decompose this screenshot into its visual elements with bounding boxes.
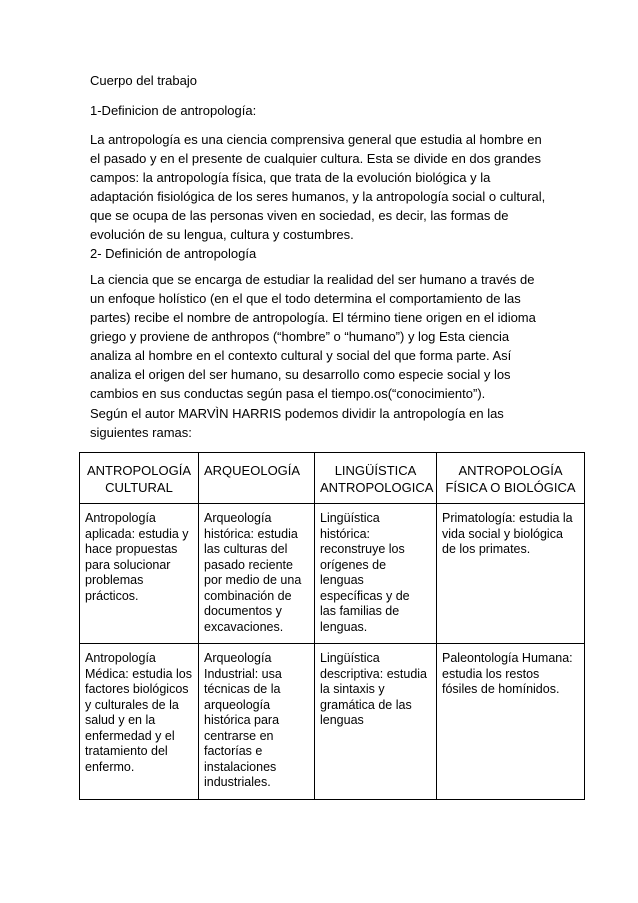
section2-line: cambios en sus conductas según pasa el tiempo.os(“conocimiento”).	[90, 386, 486, 401]
header-line: ANTROPOLOGÍA	[86, 463, 192, 478]
cell-line: y culturales de la	[85, 697, 179, 712]
heading: Cuerpo del trabajo	[90, 73, 197, 88]
cell-line: enfermo.	[85, 759, 135, 774]
cell-line: lenguas	[320, 573, 364, 587]
branches-table	[79, 452, 585, 800]
cell-line: específicas y de	[320, 588, 410, 603]
header-line: ARQUEOLOGÍA	[204, 463, 301, 478]
header-line: LINGÜÍSTICA	[334, 463, 417, 478]
cell-line: combinación de	[204, 588, 292, 603]
cell-line: Industrial: usa	[204, 666, 282, 681]
header-line: FÍSICA O BIOLÓGICA	[445, 480, 576, 495]
section1-line: adaptación fisiológica de los seres humanos, y la antropología social o cultural,	[90, 189, 546, 204]
cell-line: histórica: estudia	[204, 526, 298, 541]
cell-line: salud y en la	[85, 713, 156, 727]
cell-line: Médica: estudia los	[85, 666, 193, 681]
cell-line: documentos y	[204, 604, 282, 618]
cell-line: Antropología	[85, 511, 156, 525]
section1-line: campos: la antropología física, que trata de la evolución biológica y la	[90, 170, 491, 185]
cell-line: factorías e	[204, 744, 263, 758]
header-fisica	[437, 453, 585, 504]
header-line: ANTROPOLOGICA	[320, 480, 434, 495]
intro-line: siguientes ramas:	[90, 425, 192, 440]
header-linguistica	[315, 453, 437, 504]
cell-line: factores biológicos	[85, 682, 189, 696]
cell-line: orígenes de	[320, 557, 387, 572]
table-row	[80, 504, 585, 644]
cell-line: histórica para	[204, 713, 280, 727]
table-cell	[315, 504, 437, 644]
section1-line: que se ocupa de las personas viven en sociedad, es decir, las formas de	[90, 208, 509, 223]
cell-line: técnicas de la	[204, 682, 281, 696]
cell-line: enfermedad y el	[85, 728, 175, 743]
cell-line: lenguas	[320, 713, 364, 727]
cell-line: lenguas.	[320, 619, 368, 634]
section2-title: 2- Definición de antropología	[90, 246, 257, 261]
cell-line: las culturas del	[204, 542, 288, 556]
cell-line: las familias de	[320, 604, 400, 618]
cell-line: reconstruye los	[320, 542, 405, 556]
cell-line: industriales.	[204, 775, 271, 789]
section2-line: partes) recibe el nombre de antropología. El término tiene origen en el idioma	[90, 310, 536, 325]
cell-line: Arqueología	[204, 511, 272, 525]
header-line: CULTURAL	[105, 480, 173, 495]
section1-line: La antropología es una ciencia comprensiva general que estudia al hombre en	[90, 132, 542, 147]
table-cell	[80, 504, 199, 644]
cell-line: arqueología	[204, 697, 271, 712]
section2-line: analiza al hombre en el contexto cultural y social del que forma parte. Así	[90, 348, 512, 363]
cell-line: aplicada: estudia y	[85, 526, 189, 541]
cell-line: prácticos.	[85, 588, 139, 603]
cell-line: problemas	[85, 573, 144, 587]
section2-line: analiza el origen del ser humano, su desarrollo como especie social y los	[90, 367, 511, 382]
table-header-row	[80, 453, 585, 504]
table-cell	[199, 504, 315, 644]
section2-line: La ciencia que se encarga de estudiar la realidad del ser humano a través de	[90, 272, 535, 287]
cell-line: de los primates.	[442, 542, 531, 556]
table-cell	[437, 504, 585, 644]
table-cell	[80, 644, 199, 800]
cell-line: tratamiento del	[85, 744, 168, 758]
cell-line: hace propuestas	[85, 542, 178, 556]
section1-line: evolución de su lengua, cultura y costumbres.	[90, 227, 354, 242]
section2-line: un enfoque holístico (en el que el todo determina el comportamiento de las	[90, 291, 521, 306]
table-cell	[437, 644, 585, 800]
header-arqueologia	[199, 453, 315, 504]
cell-line: Paleontología Humana:	[442, 651, 573, 665]
cell-line: estudia los restos	[442, 666, 540, 681]
cell-line: Antropología	[85, 651, 156, 665]
cell-line: por medio de una	[204, 573, 302, 587]
cell-line: pasado reciente	[204, 557, 293, 572]
cell-line: excavaciones.	[204, 619, 284, 634]
cell-line: histórica:	[320, 526, 371, 541]
cell-line: Primatología: estudia la	[442, 511, 573, 525]
cell-line: vida social y biológica	[442, 526, 563, 541]
table-row	[80, 644, 585, 800]
header-line: ANTROPOLOGÍA	[458, 463, 563, 478]
table-cell	[199, 644, 315, 800]
header-cultural	[80, 453, 199, 504]
cell-line: descriptiva: estudia	[320, 666, 428, 681]
section2-line: griego y proviene de anthropos (“hombre” o “humano”) y log Esta ciencia	[90, 329, 510, 344]
cell-line: centrarse en	[204, 728, 274, 743]
section1-line: el pasado y en el presente de cualquier cultura. Esta se divide en dos grandes	[90, 151, 541, 166]
cell-line: fósiles de homínidos.	[442, 682, 560, 696]
cell-line: gramática de las	[320, 697, 412, 712]
cell-line: Arqueología	[204, 651, 272, 665]
cell-line: para solucionar	[85, 557, 171, 572]
cell-line: la sintaxis y	[320, 682, 385, 696]
cell-line: Lingüística	[320, 651, 380, 665]
intro-line: Según el autor MARVÌN HARRIS podemos dividir la antropología en las	[90, 406, 504, 421]
section1-title: 1-Definicion de antropología:	[90, 103, 257, 118]
cell-line: Lingüística	[320, 511, 380, 525]
table-cell	[315, 644, 437, 800]
cell-line: instalaciones	[204, 759, 277, 774]
